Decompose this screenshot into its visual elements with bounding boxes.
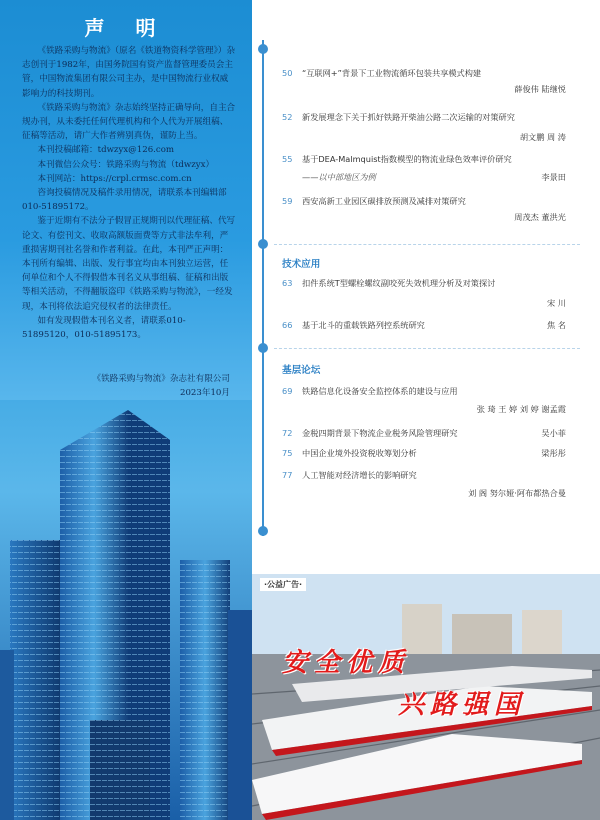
section-bullet	[258, 239, 268, 249]
article-subtitle: ——以中部地区为例	[302, 172, 376, 182]
divider	[274, 348, 580, 349]
article-title: 中国企业境外投资税收筹划分析	[302, 448, 417, 458]
page-number: 77	[282, 470, 293, 480]
declaration-panel	[0, 0, 252, 820]
article-title: “互联网+”背景下工业物流循环包装共享模式构建	[302, 68, 482, 78]
article-title: 人工智能对经济增长的影响研究	[302, 470, 417, 480]
declaration-date: 2023年10月	[180, 388, 230, 399]
declaration-body	[22, 44, 236, 342]
article-authors: 薛俊伟 陆继悦	[514, 84, 566, 94]
article-authors: 梁彤彤	[541, 448, 566, 458]
article-authors: 焦 名	[547, 320, 566, 330]
page-number: 66	[282, 320, 293, 330]
slogan-line-1: 安全优质	[282, 648, 411, 678]
submission-email: 本刊投稿邮箱：tdwzyx@126.com	[37, 145, 175, 156]
section-title-tech: 技术应用	[282, 259, 321, 270]
ad-label: ·公益广告·	[260, 578, 306, 591]
section-bullet	[258, 44, 268, 54]
section-bullet	[258, 343, 268, 353]
page-number: 75	[282, 448, 293, 458]
city-buildings-image	[0, 390, 252, 820]
article-authors: 刘 阁 努尔娅·阿布都热合曼	[468, 488, 566, 498]
article-authors: 宋 川	[547, 298, 566, 308]
page-number: 55	[282, 154, 293, 164]
article-authors: 李景田	[541, 172, 566, 182]
slogan-line-2: 兴路强国	[398, 690, 527, 720]
article-title: 西安高新工业园区碳排放预测及减排对策研究	[302, 196, 466, 206]
declaration-paragraph: 《铁路采购与物流》（原名《铁道物资科学管理》）杂志创刊于1982年，由国务院国有资产监督管理委员会主管，中国物流集团有限公司主办，是中国物流行业权威影响力的科技期刊。	[22, 46, 236, 99]
article-title: 金税四期背景下物流企业税务风险管理研究	[302, 428, 458, 438]
article-authors: 张 琦 王 婷 刘 婷 谢孟霞	[476, 404, 566, 414]
article-authors: 周茂杰 董洪光	[514, 212, 566, 222]
article-title: 扣件系统T型螺栓螺纹副咬死失效机理分析及对策探讨	[302, 278, 496, 288]
publisher: 《铁路采购与物流》杂志社有限公司	[92, 374, 230, 384]
declaration-paragraph: 鉴于近期有不法分子假冒正规期刊以代理征稿、代写论文、有偿刊文、收取高额版面费等方式非法牟利，严重损害期刊社名誉和作者利益。在此，本刊严正声明：本刊所有编辑、出版、发行事宜均由本刊独立运营，任何单位和个人不得假借本刊名义从事组稿、征稿和出版等相关活动，不得翻版盗印《铁路采购与物流》，一经发现，本刊将依法追究侵权者的法律责任。	[22, 216, 236, 312]
website: 本刊网站：https://crpl.crmsc.com.cn	[37, 173, 192, 184]
table-of-contents	[262, 40, 578, 536]
declaration-signature	[92, 372, 230, 400]
article-authors: 吴小菲	[541, 428, 566, 438]
divider	[274, 244, 580, 245]
page-number: 52	[282, 112, 293, 122]
declaration-paragraph: 咨询投稿情况及稿件录用情况，请联系本刊编辑部010-51895172。	[22, 188, 227, 213]
wechat-account: 本刊微信公众号：铁路采购与物流（tdwzyx）	[37, 159, 215, 170]
section-title-forum: 基层论坛	[282, 365, 321, 376]
public-service-ad	[252, 574, 600, 820]
declaration-title: 声 明	[84, 16, 168, 40]
declaration-paragraph: 《铁路采购与物流》杂志始终坚持正确导向，自主合规办刊，从未委托任何代理机构和个人代为开展组稿、征稿等活动，请广大作者辨别真伪，谨防上当。	[22, 102, 236, 142]
page-number: 50	[282, 68, 293, 78]
page-number: 63	[282, 278, 293, 288]
article-title: 基于北斗的重载铁路列控系统研究	[302, 320, 425, 330]
article-authors: 胡文鹏 周 涛	[519, 132, 566, 142]
page-number: 59	[282, 196, 293, 206]
page-number: 72	[282, 428, 293, 438]
article-title: 基于DEA-Malmquist指数模型的物流业绿色效率评价研究	[302, 154, 512, 164]
section-bullet	[258, 526, 268, 536]
article-title: 铁路信息化设备安全监控体系的建设与应用	[302, 386, 458, 396]
declaration-paragraph: 如有发现假借本刊名义者，请联系010-51895120，010-51895173。	[22, 315, 186, 341]
article-title: 新发展理念下关于抓好铁路开柴油公路二次运输的对策研究	[302, 112, 515, 122]
page-number: 69	[282, 386, 293, 396]
